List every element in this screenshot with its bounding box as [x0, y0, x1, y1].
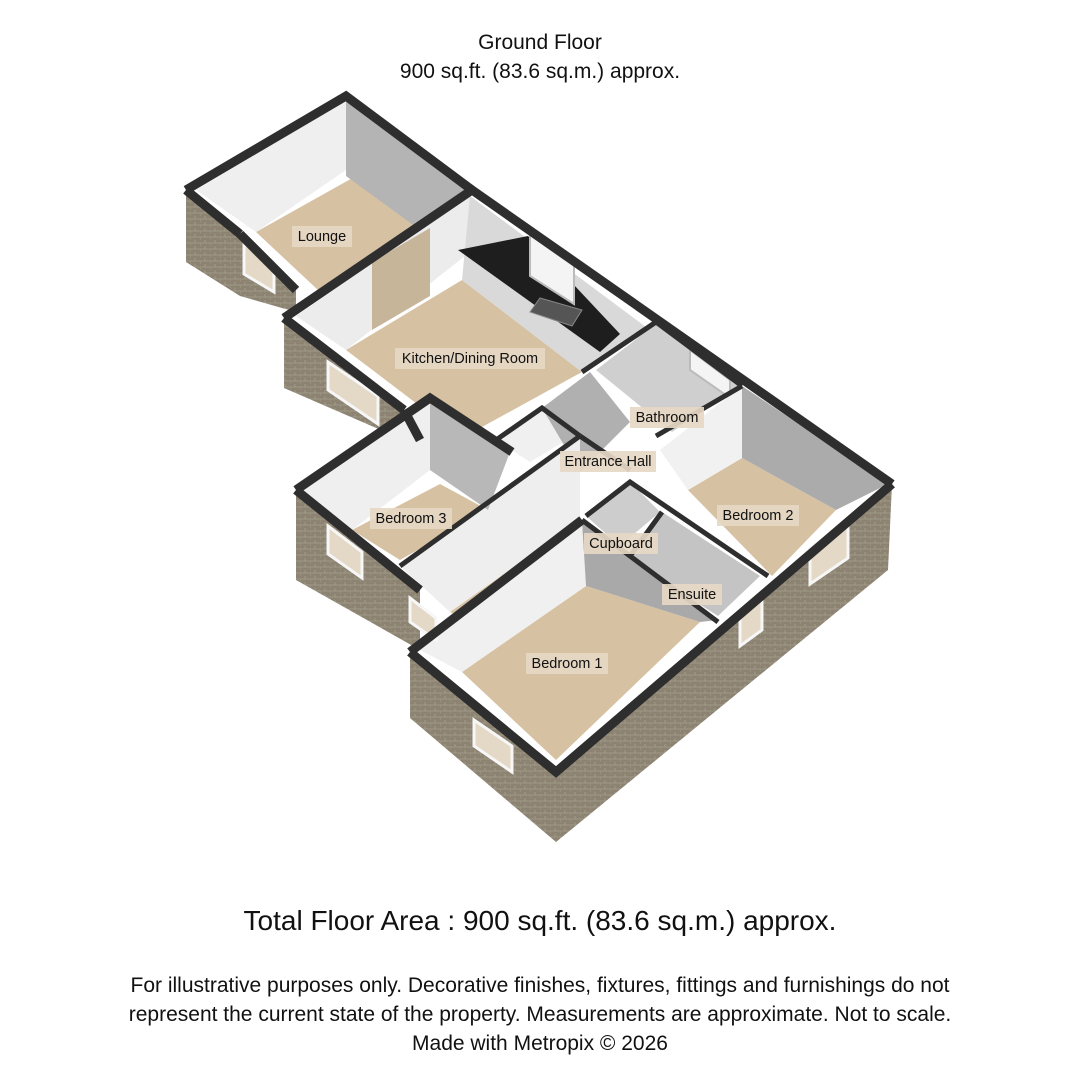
label-kitchen: Kitchen/Dining Room: [401, 351, 539, 367]
label-cupboard: Cupboard: [589, 536, 653, 552]
label-bedroom-3: Bedroom 3: [375, 511, 447, 527]
total-floor-area: Total Floor Area : 900 sq.ft. (83.6 sq.m.) approx.: [243, 905, 837, 936]
disclaimer: [60, 971, 1020, 1058]
label-ensuite: Ensuite: [667, 587, 717, 603]
disclaimer-line-2: represent the current state of the property. Measurements are approximate. Not to scale.: [128, 1003, 952, 1026]
label-bedroom-1: Bedroom 1: [531, 656, 603, 672]
label-lounge: Lounge: [297, 229, 347, 245]
label-bathroom: Bathroom: [635, 410, 699, 426]
credit-line: Made with Metropix © 2026: [412, 1032, 668, 1055]
disclaimer-line-1: For illustrative purposes only. Decorative finishes, fixtures, fittings and furnishings do not: [130, 974, 950, 997]
floor-area: 900 sq.ft. (83.6 sq.m.) approx.: [399, 60, 681, 83]
label-entrance-hall: Entrance Hall: [564, 454, 652, 470]
label-bedroom-2: Bedroom 2: [722, 508, 794, 524]
floor-name: Ground Floor: [478, 31, 602, 54]
